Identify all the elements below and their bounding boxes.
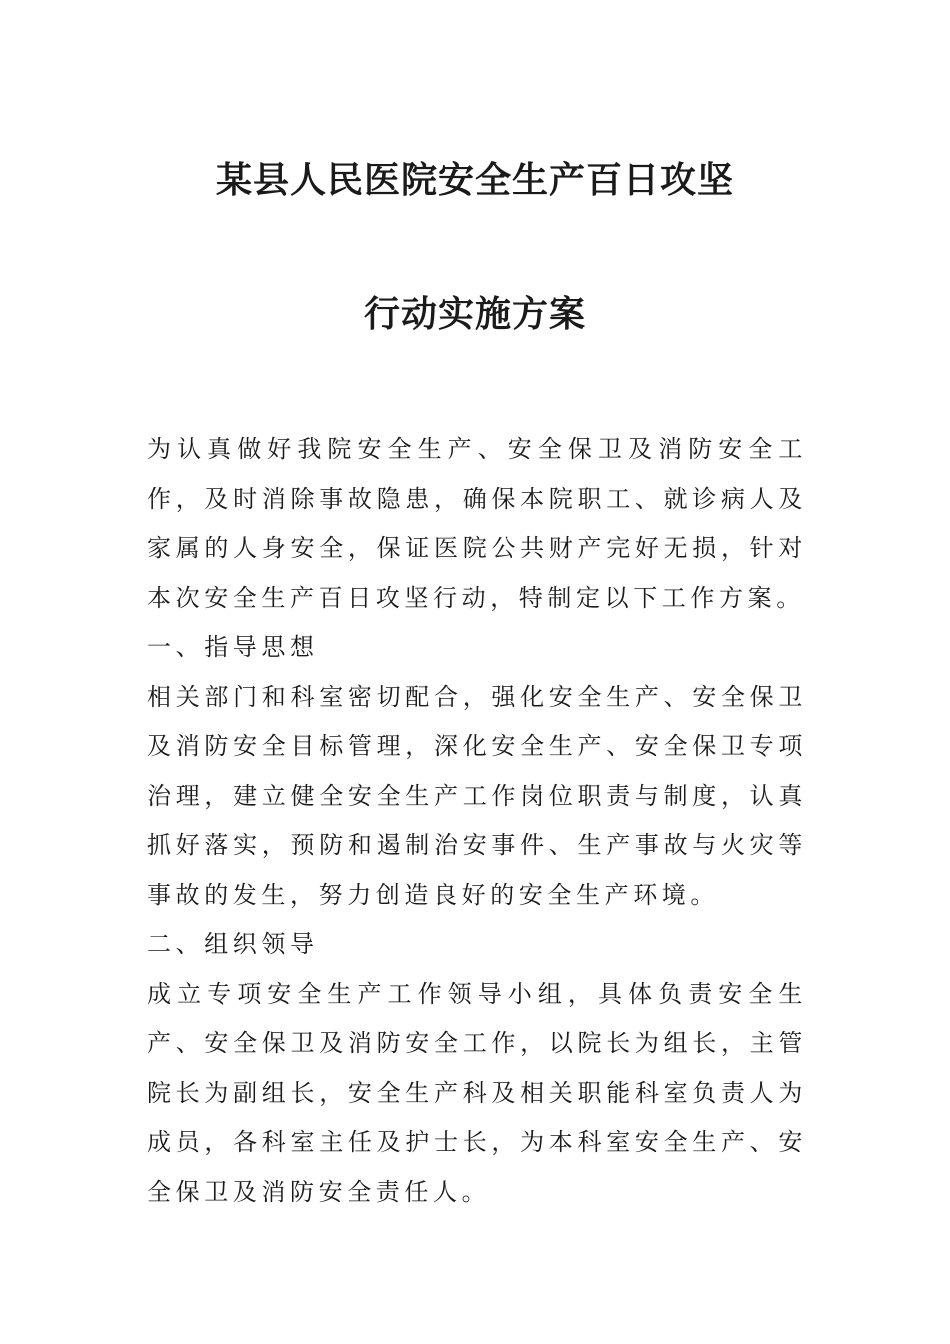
document-body [147, 425, 807, 1217]
document-title-line-2: 行动实施方案 [363, 293, 586, 335]
section-heading-guiding-ideology: 一、指导思想 [147, 633, 319, 661]
intro-paragraph: 为认真做好我院安全生产、安全保卫及消防安全工作，及时消除事故隐患，确保本院职工、就诊病人及家属的人身安全，保证医院公共财产完好无损，针对本次安全生产百日攻坚行动，特制定以下工作方案。 [147, 435, 807, 612]
section-paragraph-guiding-ideology: 相关部门和科室密切配合，强化安全生产、安全保卫及消防安全目标管理，深化安全生产、安全保卫专项治理，建立健全安全生产工作岗位职责与制度，认真抓好落实，预防和遏制治安事件、生产事故与火灾等事故的发生，努力创造良好的安全生产环境。 [147, 682, 807, 909]
section-heading-organization-leadership: 二、组织领导 [147, 930, 319, 958]
section-paragraph-organization-leadership: 成立专项安全生产工作领导小组，具体负责安全生产、安全保卫及消防安全工作，以院长为组长，主管院长为副组长，安全生产科及相关职能科室负责人为成员，各科室主任及护士长，为本科室安全生产、安全保卫及消防安全责任人。 [147, 979, 807, 1206]
document-title-line-1: 某县人民医院安全生产百日攻坚 [215, 159, 734, 201]
